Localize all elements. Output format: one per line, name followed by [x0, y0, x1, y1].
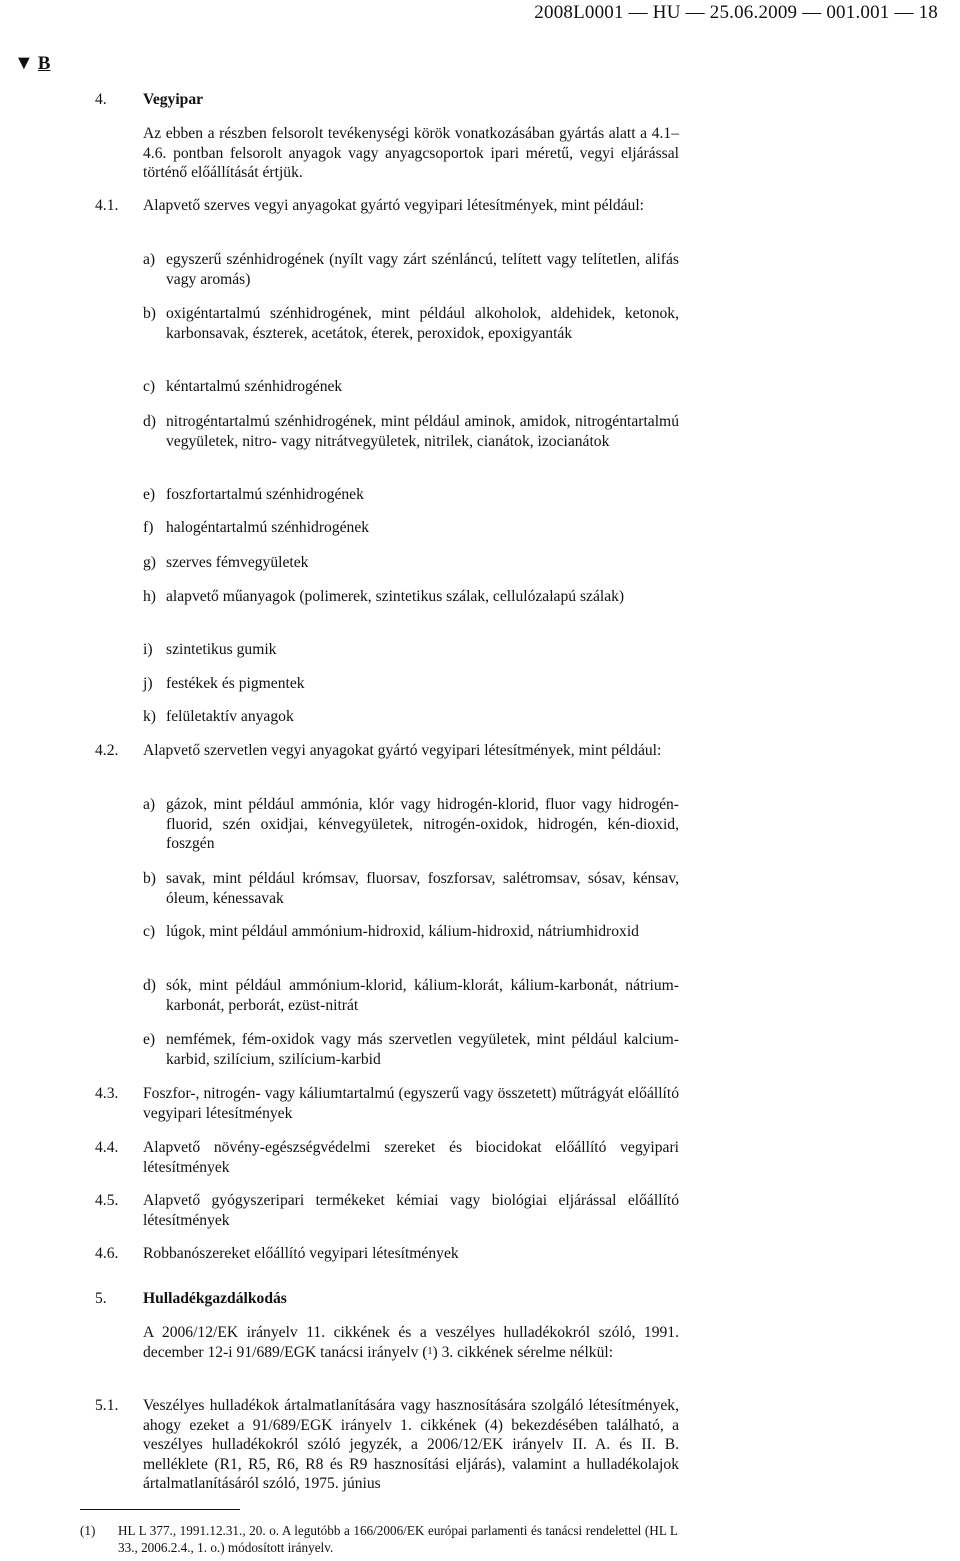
list-item-letter: j)	[143, 675, 153, 692]
list-item-letter: b)	[143, 870, 156, 887]
list-item: nitrogéntartalmú szénhidrogének, mint például aminok, amidok, nitrogéntartalmú vegyületek, nitro- vagy nitrátvegyületek, nitrilek, cianátok, izocianátok	[166, 413, 679, 450]
list-item-letter: e)	[143, 1031, 156, 1048]
subsection-text: Alapvető növény-egészségvédelmi szereket és biocidokat előállító vegyipari létesítmények	[143, 1139, 679, 1176]
list-item-letter: e)	[143, 486, 156, 503]
list-item: felületaktív anyagok	[166, 708, 294, 725]
list-item-letter: d)	[143, 413, 156, 430]
list-item-letter: c)	[143, 923, 156, 940]
list-item: gázok, mint például ammónia, klór vagy hidrogén-klorid, fluor vagy hidrogén-fluorid, szén oxidjai, kénvegyületek, nitrogén-oxidok, hidrogén, kén-dioxid, foszgén	[166, 796, 679, 852]
footnote-text: HL L 377., 1991.12.31., 20. o. A legutóbb a 166/2006/EK európai parlamenti és tanácsi rendelettel (HL L 33., 2006.2.4., 1. o.) módosított irányelv.	[118, 1523, 678, 1555]
list-item: lúgok, mint például ammónium-hidroxid, kálium-hidroxid, nátriumhidroxid	[166, 923, 639, 940]
list-item-letter: i)	[143, 641, 153, 658]
list-item: sók, mint például ammónium-klorid, kálium-klorát, kálium-karbonát, nátrium-karbonát, perborát, ezüst-nitrát	[166, 977, 679, 1014]
page-header: 2008L0001 — HU — 25.06.2009 — 001.001 — 18	[534, 2, 938, 23]
list-item-letter: k)	[143, 708, 156, 725]
subsection-text: Alapvető szervetlen vegyi anyagokat gyártó vegyipari létesítmények, mint például:	[143, 742, 662, 759]
list-item-letter: f)	[143, 519, 154, 536]
section-title: Hulladékgazdálkodás	[143, 1290, 287, 1307]
subsection-number: 4.1.	[95, 197, 119, 214]
list-item: szintetikus gumik	[166, 641, 277, 658]
subsection-number: 5.1.	[95, 1397, 119, 1414]
list-item-letter: a)	[143, 796, 156, 813]
subsection-text: Alapvető gyógyszeripari termékeket kémiai vagy biológiai eljárással előállító létesítmények	[143, 1192, 679, 1229]
list-item-letter: d)	[143, 977, 156, 994]
list-item: nemfémek, fém-oxidok vagy más szervetlen vegyületek, mint például kalcium-karbid, szilícium, szilícium-karbid	[166, 1031, 679, 1068]
triangle-down-icon: ▼	[14, 52, 34, 74]
list-item-letter: c)	[143, 378, 156, 395]
list-item: alapvető műanyagok (polimerek, szintetikus szálak, cellulózalapú szálak)	[166, 588, 625, 605]
section-title: Vegyipar	[143, 91, 204, 108]
section-intro	[143, 1323, 679, 1362]
subsection-text: Alapvető szerves vegyi anyagokat gyártó vegyipari létesítmények, mint például:	[143, 197, 645, 214]
list-item-letter: g)	[143, 554, 156, 571]
list-item: foszfortartalmú szénhidrogének	[166, 486, 364, 503]
subsection-number: 4.3.	[95, 1085, 119, 1102]
list-item: szerves fémvegyületek	[166, 554, 309, 571]
list-item-letter: h)	[143, 588, 156, 605]
intro-text-part: ) 3. cikkének sérelme nélkül:	[432, 1343, 614, 1361]
list-item: oxigéntartalmú szénhidrogének, mint például alkoholok, aldehidek, ketonok, karbonsavak, észterek, acetátok, éterek, peroxidok, epoxigyanták	[166, 305, 679, 342]
subsection-number: 4.5.	[95, 1192, 119, 1209]
section-number: 4.	[95, 91, 107, 108]
footnote-marker: (1)	[80, 1523, 96, 1538]
list-item: egyszerű szénhidrogének (nyílt vagy zárt szénláncú, telített vagy telítetlen, alifás vagy aromás)	[166, 251, 679, 288]
list-item: savak, mint például krómsav, fluorsav, foszforsav, salétromsav, sósav, kénsav, óleum, kénessavak	[166, 870, 679, 907]
list-item: halogéntartalmú szénhidrogének	[166, 519, 370, 536]
footnote-reference[interactable]: 1	[427, 1345, 433, 1357]
section-intro: Az ebben a részben felsorolt tevékenységi körök vonatkozásában gyártás alatt a 4.1–4.6. pontban felsorolt anyagok vagy anyagcsoportok ipari méretű, vegyi eljárással történő előállítását értjük.	[143, 125, 679, 181]
footnote-divider	[80, 1509, 240, 1510]
subsection-text: Foszfor-, nitrogén- vagy káliumtartalmú (egyszerű vagy összetett) műtrágyát előállító vegyipari létesítmények	[143, 1085, 679, 1122]
list-item-letter: a)	[143, 251, 156, 268]
subsection-number: 4.6.	[95, 1245, 119, 1262]
list-item-letter: b)	[143, 305, 156, 322]
subsection-number: 4.4.	[95, 1139, 119, 1156]
intro-text-part: A 2006/12/EK irányelv 11. cikkének és a veszélyes hulladékokról szóló, 1991. december 12-i 91/689/EGK tanácsi irányelv (	[143, 1324, 679, 1361]
subsection-text: Robbanószereket előállító vegyipari létesítmények	[143, 1245, 459, 1262]
list-item: kéntartalmú szénhidrogének	[166, 378, 343, 395]
list-item: festékek és pigmentek	[166, 675, 305, 692]
marker-label: B	[37, 53, 51, 74]
section-number: 5.	[95, 1290, 107, 1307]
subsection-text: Veszélyes hulladékok ártalmatlanítására vagy hasznosítására szolgáló létesítmények, ahogy ezeket a 91/689/EGK irányelv 1. cikkének (4) bekezdésében található, a veszélyes hulladékokról szóló jegyzék, a 2006/12/EK irányelv II. A. és II. B. melléklete (R1, R5, R6, R8 és R9 hasznosítási eljárás), valamint a hulladékolajok ártalmatlanításáról szóló, 1975. június	[143, 1397, 679, 1492]
subsection-number: 4.2.	[95, 742, 119, 759]
amendment-marker	[14, 52, 50, 75]
